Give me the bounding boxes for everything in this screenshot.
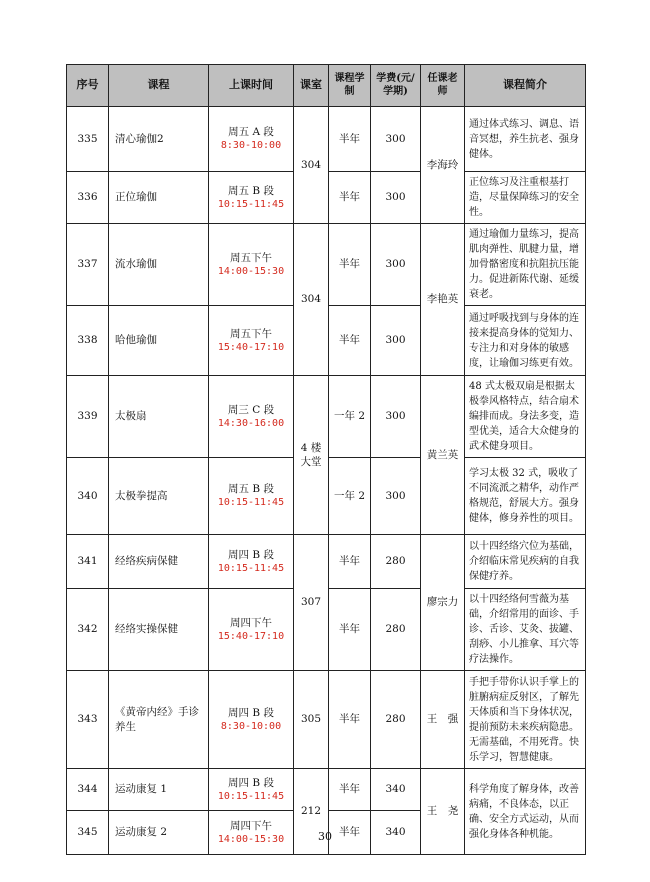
- row-room: 304: [294, 224, 329, 376]
- row-course: 运动康复 2: [109, 811, 209, 855]
- row-time: 周三 C 段 14:30-16:00: [209, 376, 294, 458]
- row-no: 345: [67, 811, 109, 855]
- row-time: 周五 A 段 8:30-10:00: [209, 107, 294, 172]
- row-time: 周四 B 段 10:15-11:45: [209, 535, 294, 589]
- row-course: 太极拳提高: [109, 458, 209, 535]
- row-time: 周五 B 段 10:15-11:45: [209, 458, 294, 535]
- row-course: 经络实操保健: [109, 589, 209, 671]
- row-time: 周四 B 段 10:15-11:45: [209, 769, 294, 811]
- course-table: [66, 64, 586, 855]
- row-term: 半年: [329, 589, 371, 671]
- row-teacher: 黄兰英: [421, 376, 465, 535]
- row-course: 正位瑜伽: [109, 172, 209, 224]
- row-no: 342: [67, 589, 109, 671]
- row-fee: 300: [371, 458, 421, 535]
- row-intro: 以十四经络穴位为基础，介绍临床常见疾病的自我保健疗养。: [465, 535, 586, 589]
- row-term: 半年: [329, 535, 371, 589]
- row-fee: 280: [371, 589, 421, 671]
- row-time: 周四下午 14:00-15:30: [209, 811, 294, 855]
- row-no: 337: [67, 224, 109, 306]
- row-term: 半年: [329, 172, 371, 224]
- row-no: 338: [67, 306, 109, 376]
- row-term: 半年: [329, 224, 371, 306]
- header-fee: 学费(元/学期): [371, 65, 421, 107]
- row-teacher: 廖宗力: [421, 535, 465, 671]
- row-term: 半年: [329, 306, 371, 376]
- row-fee: 300: [371, 107, 421, 172]
- row-intro: 通过呼吸找到与身体的连接来提高身体的觉知力、专注力和对身体的敏感度，让瑜伽习练更有效。: [465, 306, 586, 376]
- header-no: 序号: [67, 65, 109, 107]
- row-teacher: 李海玲: [421, 107, 465, 224]
- row-course: 太极扇: [109, 376, 209, 458]
- row-fee: 280: [371, 535, 421, 589]
- row-time: 周四下午 15:40-17:10: [209, 589, 294, 671]
- row-term: 半年: [329, 811, 371, 855]
- table-row: [67, 224, 586, 306]
- row-course: 哈他瑜伽: [109, 306, 209, 376]
- row-time: 周五下午 14:00-15:30: [209, 224, 294, 306]
- row-no: 340: [67, 458, 109, 535]
- row-fee: 300: [371, 172, 421, 224]
- row-term: 一年 2: [329, 376, 371, 458]
- table-row: [67, 769, 586, 811]
- row-course: 流水瑜伽: [109, 224, 209, 306]
- row-intro: 科学角度了解身体，改善病痛，不良体态，以正确、安全方式运动，从而强化身体各种机能。: [465, 769, 586, 855]
- row-room: 4 楼大堂: [294, 376, 329, 535]
- row-intro: 以十四经络何雪薇为基础，介绍常用的面诊、手诊、舌诊、艾灸、拔罐、刮痧、小儿推拿、耳穴等疗法操作。: [465, 589, 586, 671]
- row-fee: 300: [371, 376, 421, 458]
- row-teacher: 王 强: [421, 671, 465, 769]
- table-row: [67, 376, 586, 458]
- header-term: 课程学制: [329, 65, 371, 107]
- table-header-row: [67, 65, 586, 107]
- row-teacher: 王 尧: [421, 769, 465, 855]
- table-row: [67, 107, 586, 172]
- course-schedule-page: [66, 64, 585, 855]
- row-room: 304: [294, 107, 329, 224]
- row-no: 339: [67, 376, 109, 458]
- row-teacher: 李艳英: [421, 224, 465, 376]
- row-fee: 340: [371, 811, 421, 855]
- row-term: 半年: [329, 671, 371, 769]
- row-room: 307: [294, 535, 329, 671]
- row-intro: 学习太极 32 式，吸收了不同流派之精华，动作严格规范，舒展大方。强身健体，修身养性的项目。: [465, 458, 586, 535]
- row-intro: 正位练习及注重根基打造，尽量保障练习的安全性。: [465, 172, 586, 224]
- row-term: 一年 2: [329, 458, 371, 535]
- row-no: 335: [67, 107, 109, 172]
- row-intro: 手把手带你认识手掌上的脏腑病症反射区，了解先天体质和当下身体状况，提前预防未来疾病隐患。无需基础，不用死背。快乐学习，智慧健康。: [465, 671, 586, 769]
- row-intro: 通过体式练习、调息、语音冥想，养生抗老、强身健体。: [465, 107, 586, 172]
- row-room: 212: [294, 769, 329, 855]
- table-row: [67, 671, 586, 769]
- row-no: 343: [67, 671, 109, 769]
- header-teacher: 任课老师: [421, 65, 465, 107]
- row-term: 半年: [329, 107, 371, 172]
- row-no: 336: [67, 172, 109, 224]
- row-fee: 340: [371, 769, 421, 811]
- row-fee: 300: [371, 224, 421, 306]
- row-fee: 280: [371, 671, 421, 769]
- header-time: 上课时间: [209, 65, 294, 107]
- row-intro: 通过瑜伽力量练习，提高肌肉弹性、肌腱力量，增加骨骼密度和抗阻抗压能力。促进新陈代谢、延缓衰老。: [465, 224, 586, 306]
- row-fee: 300: [371, 306, 421, 376]
- header-room: 课室: [294, 65, 329, 107]
- page-number: 30: [318, 830, 332, 843]
- row-no: 341: [67, 535, 109, 589]
- header-intro: 课程简介: [465, 65, 586, 107]
- row-room: 305: [294, 671, 329, 769]
- row-time: 周五 B 段 10:15-11:45: [209, 172, 294, 224]
- table-row: [67, 535, 586, 589]
- row-time: 周五下午 15:40-17:10: [209, 306, 294, 376]
- row-course: 经络疾病保健: [109, 535, 209, 589]
- header-course: 课程: [109, 65, 209, 107]
- row-term: 半年: [329, 769, 371, 811]
- row-course: 运动康复 1: [109, 769, 209, 811]
- row-no: 344: [67, 769, 109, 811]
- row-course: 清心瑜伽2: [109, 107, 209, 172]
- row-intro: 48 式太极双扇是根据太极拳风格特点，结合扇术编排而成。身法多变，造型优美，适合大众健身的武术健身项目。: [465, 376, 586, 458]
- row-course: 《黄帝内经》手诊养生: [109, 671, 209, 769]
- row-time: 周四 B 段 8:30-10:00: [209, 671, 294, 769]
